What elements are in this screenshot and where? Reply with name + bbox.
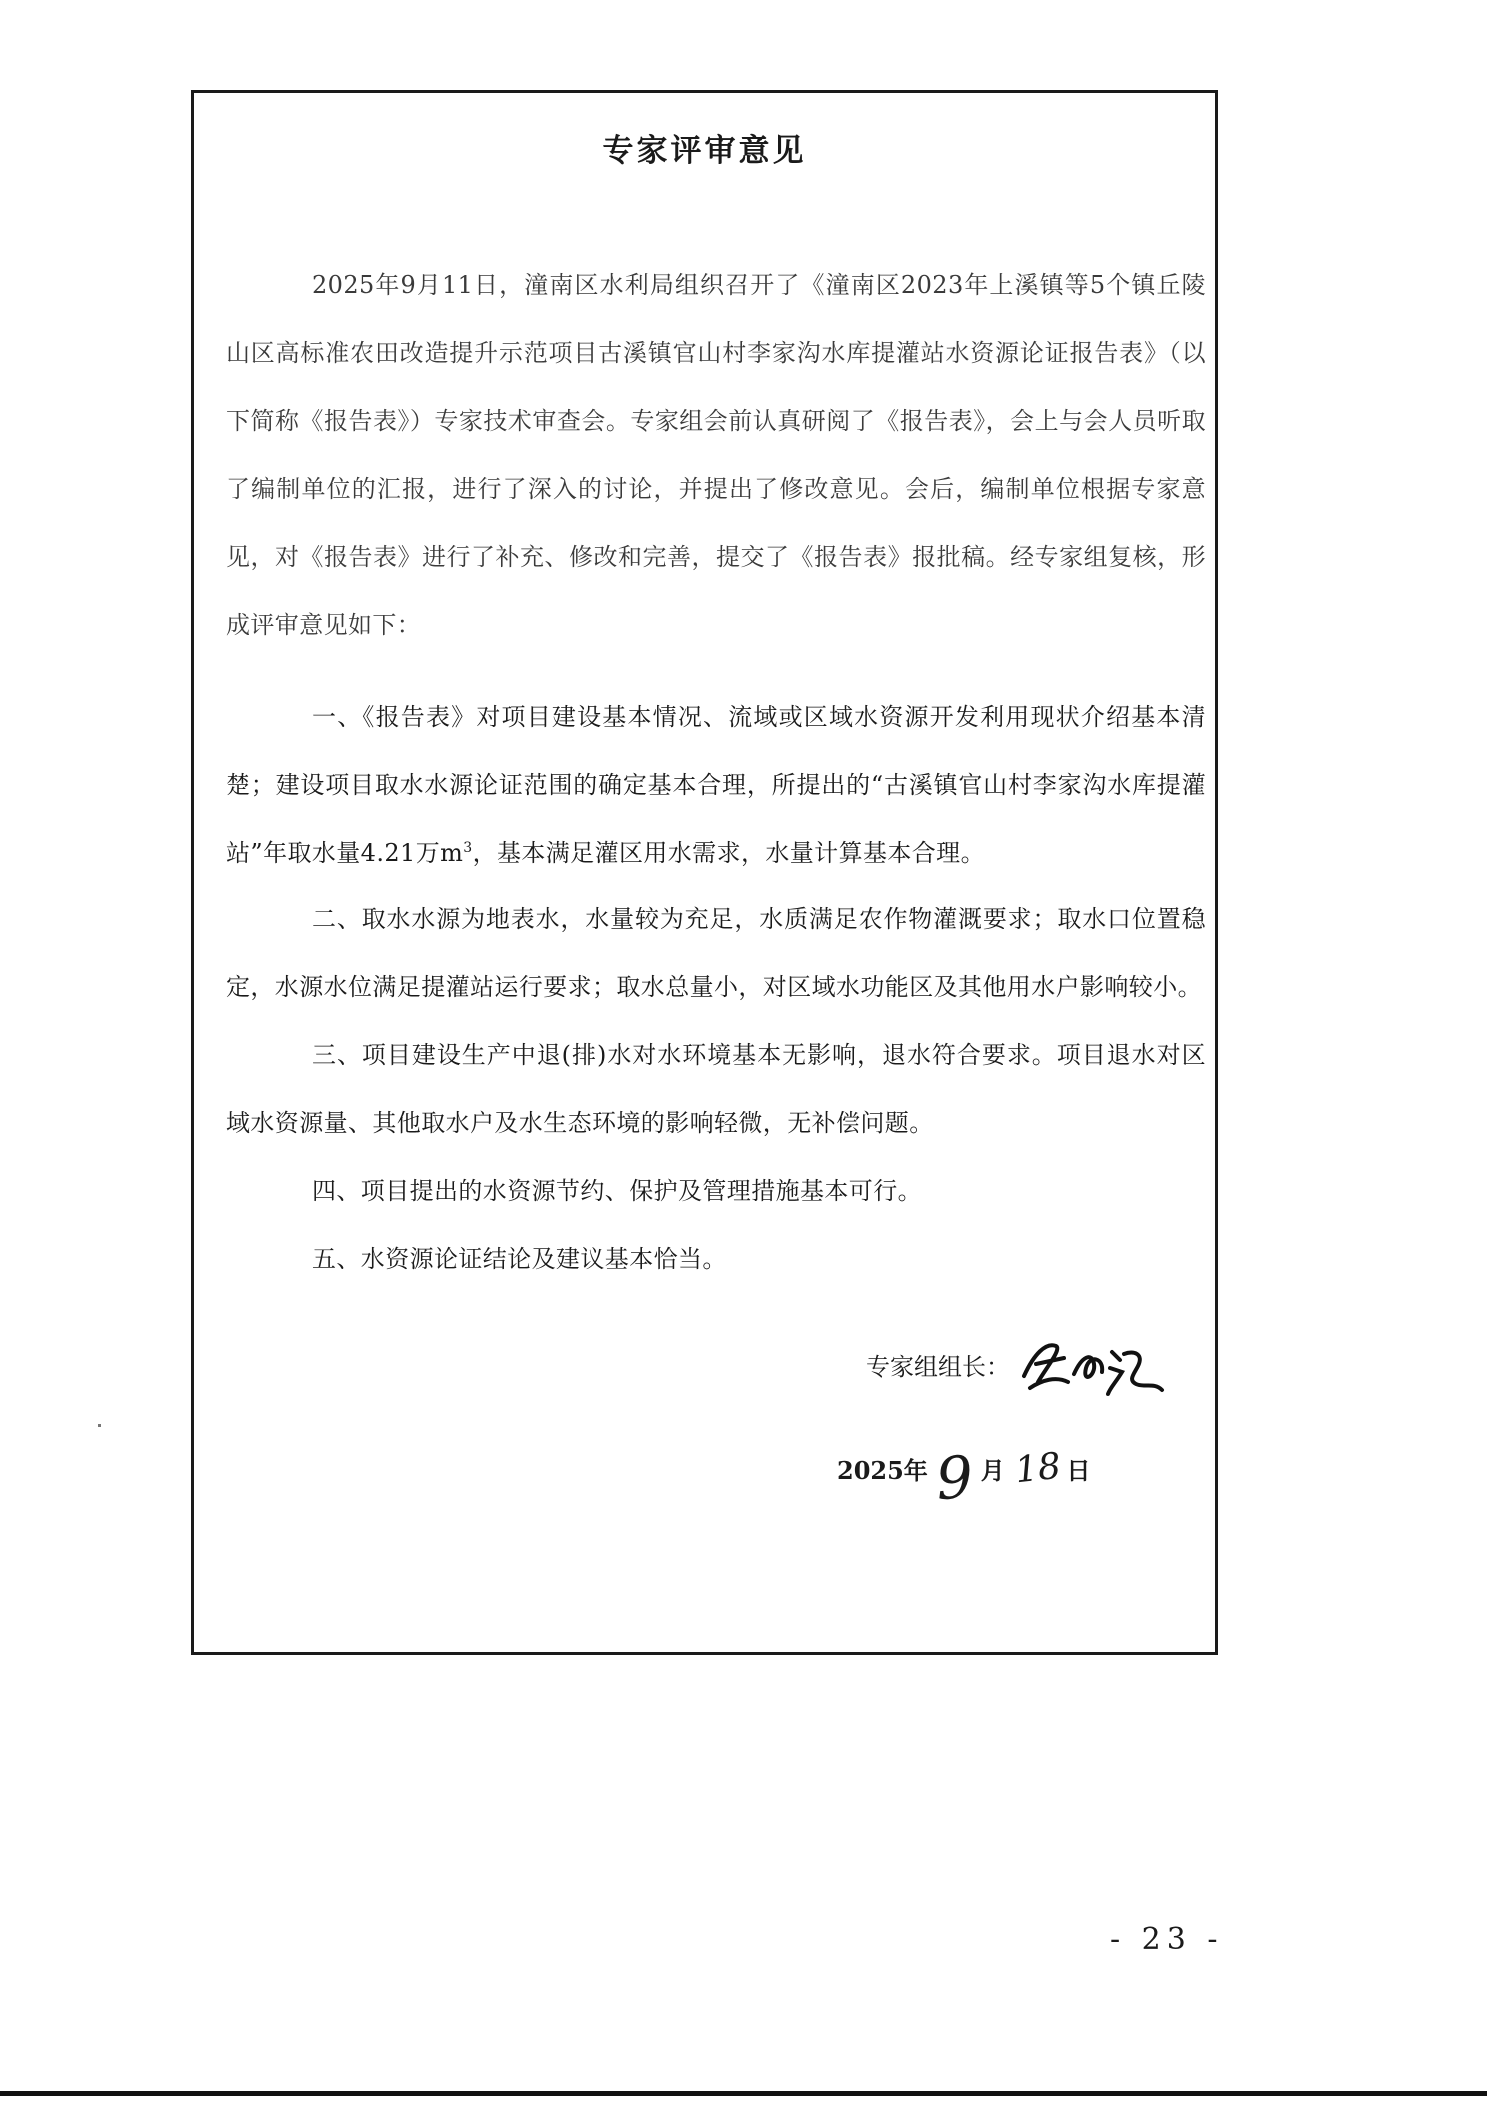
opinion-item-1-text: 一、《报告表》对项目建设基本情况、流域或区域水资源开发利用现状介绍基本清楚；建设项目取水水源论证范围的确定基本合理，所提出的“古溪镇官山村李家沟水库提灌站”年取水量4.21万m [226, 703, 1206, 867]
handwritten-signature [1016, 1324, 1166, 1404]
opinion-item-1 [226, 683, 1206, 887]
cubic-meter-superscript: 3 [463, 840, 473, 856]
scan-speck [98, 1424, 101, 1427]
intro-paragraph: 2025年9月11日，潼南区水利局组织召开了《潼南区2023年上溪镇等5个镇丘陵山区高标准农田改造提升示范项目古溪镇官山村李家沟水库提灌站水资源论证报告表》（以下简称《报告表》）专家技术审查会。专家组会前认真研阅了《报告表》，会上与会人员听取了编制单位的汇报，进行了深入的讨论，并提出了修改意见。会后，编制单位根据专家意见，对《报告表》进行了补充、修改和完善，提交了《报告表》报批稿。经专家组复核，形成评审意见如下： [226, 271, 1206, 639]
date-month-handwritten: 9 [933, 1442, 976, 1514]
page-title: 专家评审意见 [602, 133, 807, 169]
review-opinion-frame [191, 90, 1218, 1655]
signature-block [866, 1324, 1166, 1404]
opinion-item-5: 五、水资源论证结论及建议基本恰当。 [312, 1245, 727, 1273]
bottom-divider [0, 2091, 1487, 2096]
opinion-item-1-end: ，基本满足灌区用水需求，水量计算基本合理。 [472, 839, 985, 867]
opinion-item-3: 三、项目建设生产中退(排)水对水环境基本无影响，退水符合要求。项目退水对区域水资源量、其他取水户及水生态环境的影响轻微，无补偿问题。 [226, 1041, 1206, 1137]
opinion-item-4: 四、项目提出的水资源节约、保护及管理措施基本可行。 [312, 1177, 922, 1205]
date-day-handwritten: 18 [1012, 1445, 1063, 1491]
signature-label: 专家组组长： [866, 1352, 1010, 1381]
date-year: 2025年 [837, 1455, 928, 1485]
date-day-unit: 日 [1066, 1455, 1091, 1485]
date-month-unit: 月 [980, 1455, 1005, 1485]
page-number: - 23 - [1110, 1922, 1224, 1957]
opinion-item-2: 二、取水水源为地表水，水量较为充足，水质满足农作物灌溉要求；取水口位置稳定，水源水位满足提灌站运行要求；取水总量小，对区域水功能区及其他用水户影响较小。 [226, 905, 1206, 1001]
date-block [837, 1423, 1091, 1513]
